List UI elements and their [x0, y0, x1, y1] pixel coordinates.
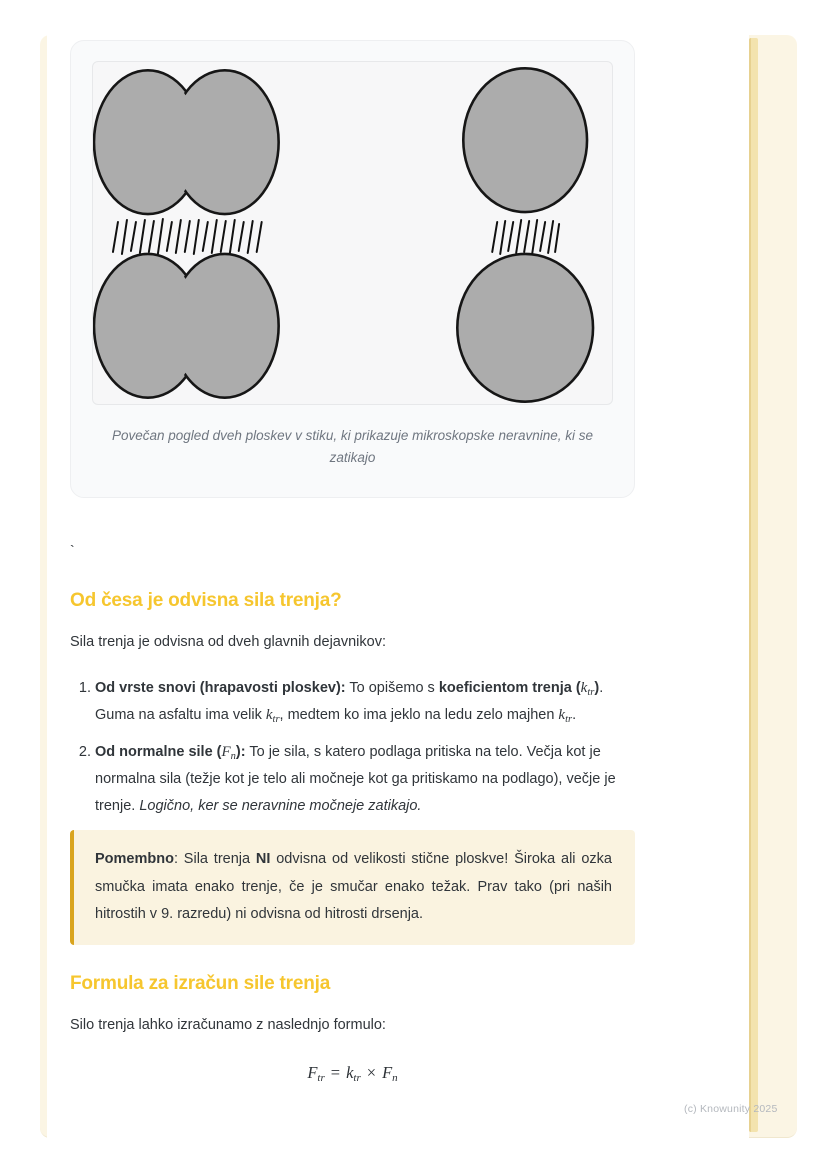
contact-surfaces-illustration: [93, 62, 612, 404]
math-ktr-formula: $k_{tr}$: [346, 1062, 361, 1084]
hatch-marks-left: [113, 219, 262, 254]
intro-paragraph-2: Silo trenja lahko izračunamo z naslednjo formulo:: [70, 1016, 386, 1033]
callout-text: [95, 846, 612, 929]
factors-list: [70, 675, 635, 820]
callout-bold-ni: NI: [255, 851, 271, 867]
intro-paragraph-1: Sila trenja je odvisna od dveh glavnih dejavnikov:: [70, 634, 386, 650]
friction-formula: [70, 1063, 635, 1083]
important-callout: [70, 830, 635, 945]
factor1-period: .: [572, 707, 577, 723]
callout-bold-pomembno: Pomembno: [95, 851, 174, 867]
surface-right-top: [463, 68, 587, 212]
multiplication-sign: ×: [366, 1062, 377, 1082]
surface-left-top: [94, 70, 279, 214]
content-page: [47, 35, 749, 1138]
factor2-bold-paren: ):: [235, 744, 246, 760]
factor1-text-3: , medtem ko ima jeklo na ledu zelo majhen: [279, 707, 559, 723]
factor1-text: To opišemo s: [345, 680, 439, 696]
callout-text-2: odvisna od velikosti stične ploskve! Široka ali ozka smučka imata enako trenje, če je smučar enako težak. Prav tako (pri naših hitrostih v 9. razredu) ni odvisna od hitrosti drsenja.: [95, 851, 612, 922]
figure-caption: Povečan pogled dveh ploskev v stiku, ki prikazuje mikroskopske neravnine, ki se zatikajo: [112, 428, 593, 465]
content-column: [70, 35, 635, 1083]
figure-card: [70, 40, 635, 498]
math-ktr-3: $k_{tr}$: [558, 707, 573, 725]
factor2-text: To je sila, s katero podlaga pritiska na telo. Večja kot je normalna sila (težje kot je telo ali močneje kot ga pritiskamo na podlago), večje je trenje.: [95, 744, 616, 814]
equals-sign: =: [330, 1062, 341, 1082]
math-ktr-1: $k_{tr}$: [580, 680, 595, 698]
factor2-italic-note: Logično, ker se neravnine močneje zatikajo.: [139, 798, 422, 814]
surface-left-bottom: [94, 254, 279, 398]
surface-right-bottom: [457, 254, 593, 402]
stray-backtick: `: [70, 542, 75, 558]
factor-item-normal-force: [95, 739, 635, 820]
right-accent-bar: [749, 38, 758, 1132]
section-heading-formula: Formula za izračun sile trenja: [70, 972, 331, 994]
math-fn-1: $F_n$: [221, 744, 236, 762]
factor1-bold-lead: Od vrste snovi (hrapavosti ploskev):: [95, 680, 346, 696]
copyright-watermark: (c) Knowunity 2025: [684, 1103, 778, 1115]
factor1-bold-coefficient: koeficientom trenja (: [438, 680, 581, 696]
figure-image: [92, 61, 613, 405]
math-fn-formula: $F_n$: [382, 1062, 398, 1084]
factor2-bold-lead: Od normalne sile (: [95, 744, 222, 760]
factor1-bold-paren: ): [594, 680, 600, 696]
math-ktr-2: $k_{tr}$: [265, 707, 280, 725]
factor-item-material: [95, 675, 635, 729]
section-heading-friction-factors: Od česa je odvisna sila trenja?: [70, 590, 342, 611]
factor1-text-2: . Guma na asfaltu ima velik: [95, 680, 604, 723]
math-ftr: $F_{tr}$: [307, 1062, 325, 1084]
callout-text-1: : Sila trenja: [173, 851, 256, 867]
hatch-marks-right: [492, 220, 559, 254]
